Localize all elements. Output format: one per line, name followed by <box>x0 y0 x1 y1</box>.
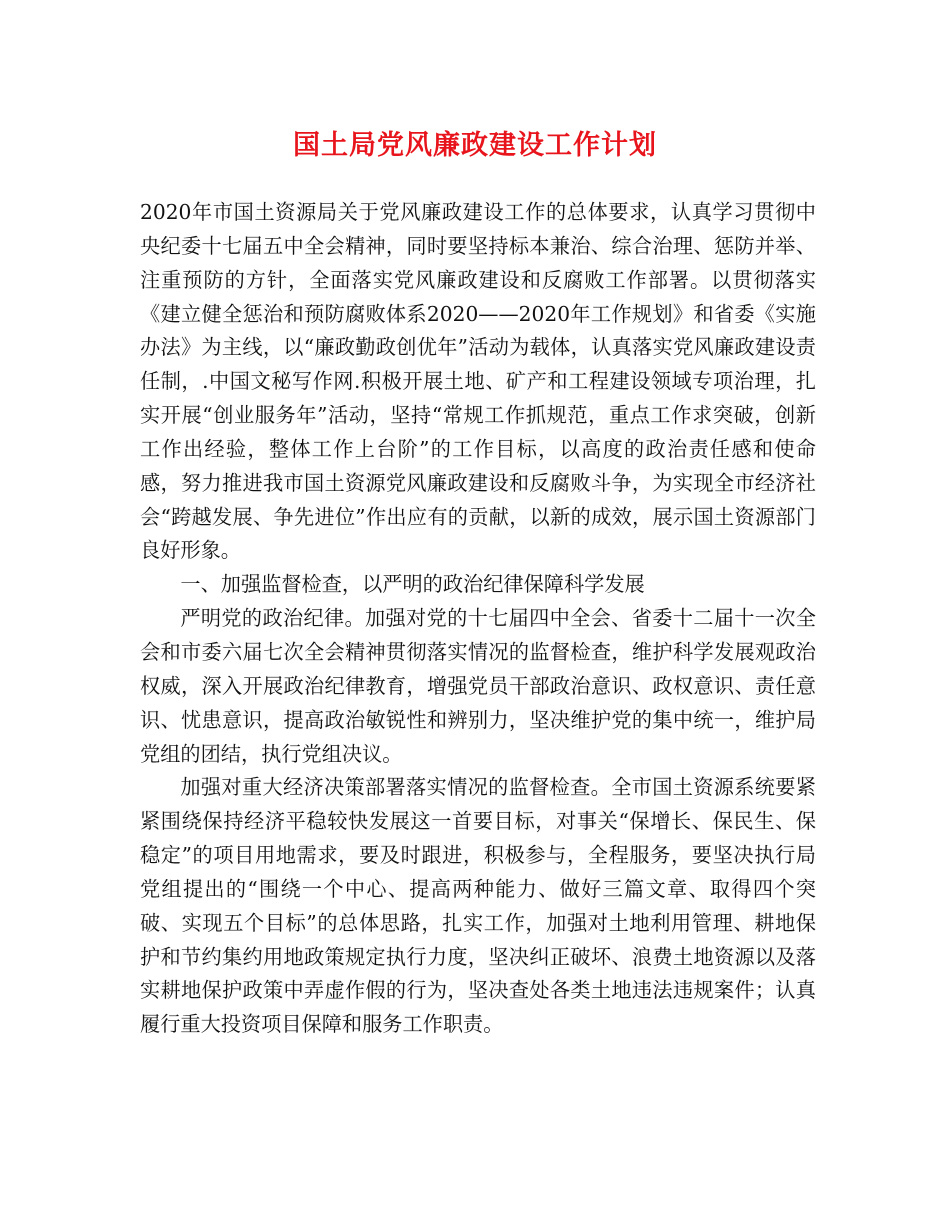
document-body <box>140 196 816 1042</box>
paragraph-intro: 2020年市国土资源局关于党风廉政建设工作的总体要求，认真学习贯彻中央纪委十七届五中全会精神，同时要坚持标本兼治、综合治理、惩防并举、注重预防的方针，全面落实党风廉政建设和反腐败工作部署。以贯彻落实《建立健全惩治和预防腐败体系2020——2020年工作规划》和省委《实施办法》为主线，以“廉政勤政创优年”活动为载体，认真落实党风廉政建设责任制，.中国文秘写作网.积极开展土地、矿产和工程建设领域专项治理，扎实开展“创业服务年”活动，坚持“常规工作抓规范，重点工作求突破，创新工作出经验，整体工作上台阶”的工作目标，以高度的政治责任感和使命感，努力推进我市国土资源党风廉政建设和反腐败斗争，为实现全市经济社会“跨越发展、争先进位”作出应有的贡献，以新的成效，展示国土资源部门良好形象。 <box>140 200 816 563</box>
paragraph-political-discipline: 严明党的政治纪律。加强对党的十七届四中全会、省委十二届十一次全会和市委六届七次全会精神贯彻落实情况的监督检查，维护科学发展观政治权威，深入开展政治纪律教育，增强党员干部政治意识、政权意识、责任意识、忧患意识，提高政治敏锐性和辨别力，坚决维护党的集中统一，维护局党组的团结，执行党组决议。 <box>140 606 816 766</box>
paragraph-economic-supervision: 加强对重大经济决策部署落实情况的监督检查。全市国土资源系统要紧紧围绕保持经济平稳较快发展这一首要目标，对事关“保增长、保民生、保稳定”的项目用地需求，要及时跟进，积极参与，全程服务，要坚决执行局党组提出的“围绕一个中心、提高两种能力、做好三篇文章、取得四个突破、实现五个目标”的总体思路，扎实工作，加强对土地利用管理、耕地保护和节约集约用地政策规定执行力度，坚决纠正破坏、浪费土地资源以及落实耕地保护政策中弄虚作假的行为，坚决查处各类土地违法违规案件；认真履行重大投资项目保障和服务工作职责。 <box>140 775 816 1037</box>
document-title: 国土局党风廉政建设工作计划 <box>293 130 657 161</box>
section-heading-1: 一、加强监督检查，以严明的政治纪律保障科学发展 <box>180 572 645 597</box>
